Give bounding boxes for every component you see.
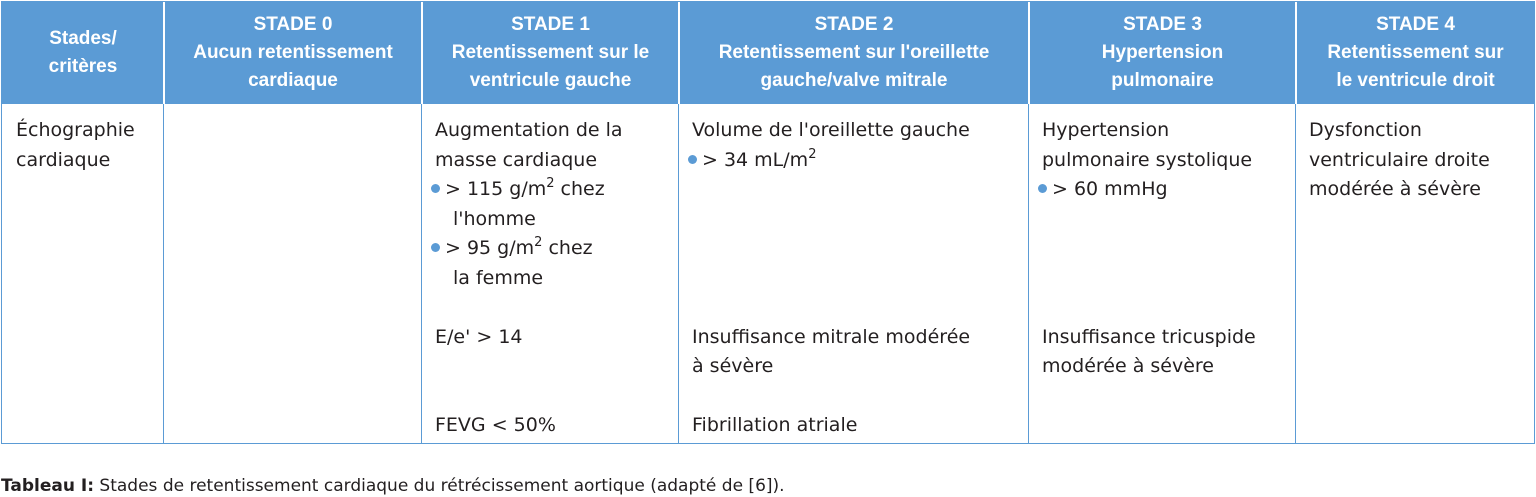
cell-text: Fibrillation atriale xyxy=(692,414,858,436)
cell-text: Volume de l'oreillette gauche xyxy=(692,119,970,141)
header-line: STADE 1 xyxy=(511,14,590,35)
header-line: Retentissement sur l'oreillette xyxy=(718,42,990,63)
header-line: ventricule gauche xyxy=(469,70,632,91)
header-stade-2 xyxy=(680,2,1028,104)
column-divider xyxy=(1295,104,1296,444)
cell-text: chez xyxy=(542,237,593,259)
header-divider xyxy=(1295,2,1297,104)
header-stade-1 xyxy=(423,2,678,104)
caption-label: Tableau I: xyxy=(1,476,95,496)
header-line: le ventricule droit xyxy=(1336,70,1495,91)
header-line: gauche/valve mitrale xyxy=(760,70,948,91)
cell-text: l'homme xyxy=(453,207,536,230)
header-stade-3 xyxy=(1030,2,1295,104)
cell-text: Hypertension xyxy=(1042,119,1170,141)
superscript: 2 xyxy=(546,176,555,191)
cell-text: modérée à sévère xyxy=(1309,178,1481,200)
cell-text: cardiaque xyxy=(16,148,111,171)
cell-text: > 95 g/m xyxy=(445,237,535,259)
column-divider xyxy=(163,104,164,444)
cell-text: chez xyxy=(554,178,605,200)
bullet-item-volume xyxy=(688,146,1027,176)
bullet-icon xyxy=(1038,184,1047,193)
cell-text: Insuffisance mitrale modérée xyxy=(692,326,971,348)
header-line: cardiaque xyxy=(248,70,338,91)
header-criteria xyxy=(2,2,164,104)
cell-text: Insuffisance tricuspide xyxy=(1042,326,1256,348)
header-line: Stades/ xyxy=(49,28,117,49)
header-line: Hypertension xyxy=(1101,42,1224,63)
header-divider xyxy=(163,2,165,104)
cell-text: FEVG < 50% xyxy=(435,414,556,436)
cell-text: > 34 mL/m xyxy=(702,148,809,171)
cell-stade-4 xyxy=(1309,104,1534,444)
cell-text: modérée à sévère xyxy=(1042,355,1214,377)
cell-text: masse cardiaque xyxy=(435,148,598,171)
header-line: critères xyxy=(48,56,118,77)
column-divider xyxy=(1028,104,1029,444)
header-line: STADE 3 xyxy=(1123,14,1202,35)
caption-text: Stades de retentissement cardiaque du rétrécissement aortique (adapté de [6]). xyxy=(94,476,785,496)
header-line: STADE 0 xyxy=(253,14,333,35)
cell-text: pulmonaire systolique xyxy=(1042,148,1253,171)
header-line: STADE 4 xyxy=(1376,14,1455,35)
header-line: STADE 2 xyxy=(814,14,894,35)
cell-stade-2 xyxy=(692,104,1027,444)
bullet-icon xyxy=(431,184,440,193)
table-caption xyxy=(1,476,785,496)
cell-text: à sévère xyxy=(692,355,774,377)
cell-text: la femme xyxy=(453,266,544,289)
cell-stade-3 xyxy=(1042,104,1294,444)
bullet-icon xyxy=(431,243,440,252)
superscript: 2 xyxy=(808,146,817,162)
cell-text: ventriculaire droite xyxy=(1309,148,1490,171)
column-divider xyxy=(421,104,422,444)
header-line: Retentissement sur le xyxy=(451,42,650,63)
header-line: Retentissement sur xyxy=(1327,42,1504,63)
header-line: pulmonaire xyxy=(1111,70,1214,91)
cell-text: Dysfonction xyxy=(1309,119,1422,141)
header-divider xyxy=(1028,2,1030,104)
cell-stade-0 xyxy=(165,104,421,444)
bullet-icon xyxy=(688,155,697,164)
cell-stade-1 xyxy=(435,104,675,444)
header-stade-4 xyxy=(1297,2,1534,104)
bullet-item-femme xyxy=(431,234,675,264)
superscript: 2 xyxy=(534,235,543,250)
header-line: Aucun retentissement xyxy=(193,42,393,63)
header-divider xyxy=(678,2,680,104)
cell-text: > 60 mmHg xyxy=(1052,178,1168,200)
cell-text: E/e' > 14 xyxy=(435,326,523,348)
cell-criterion xyxy=(16,104,161,444)
cell-text: > 115 g/m xyxy=(445,178,547,200)
header-stade-0 xyxy=(165,2,421,104)
column-divider xyxy=(678,104,679,444)
bullet-item-htp xyxy=(1038,175,1294,205)
staging-table xyxy=(1,1,1535,444)
header-divider xyxy=(421,2,423,104)
table-header-row xyxy=(2,2,1534,104)
bullet-item-homme xyxy=(431,175,675,205)
cell-text: Échographie xyxy=(16,119,135,141)
cell-text: Augmentation de la xyxy=(435,119,623,141)
